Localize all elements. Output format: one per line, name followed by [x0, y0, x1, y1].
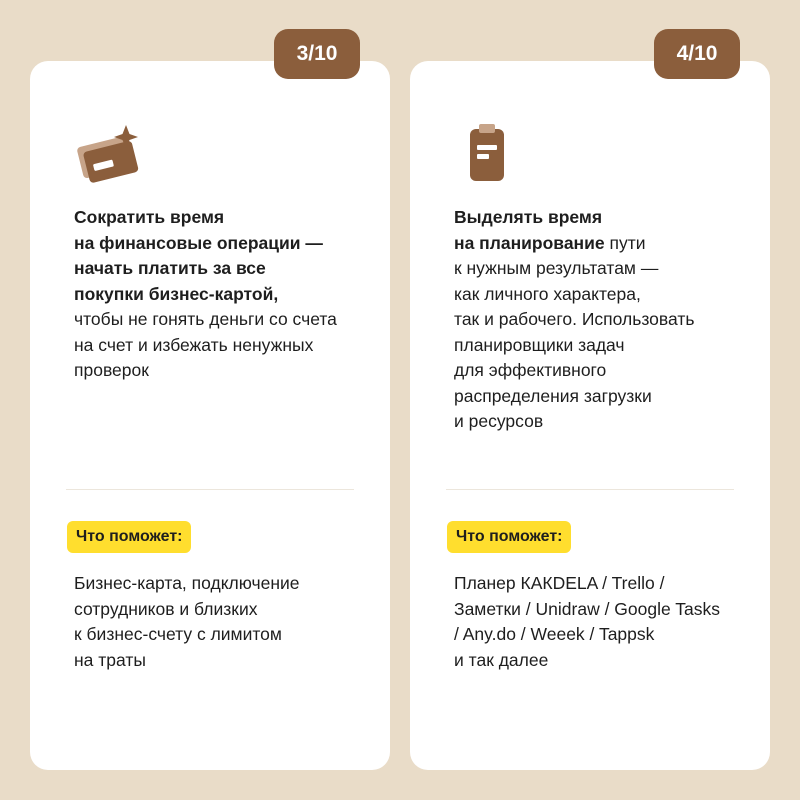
- card-3: [30, 42, 390, 770]
- divider: [446, 489, 734, 490]
- help-text: Планер КАКDELA / Trello / Заметки / Unidraw / Google Tasks / Any.do / Weeek / Tappsk и так далее: [454, 573, 721, 670]
- help-label: Что поможет:: [67, 521, 191, 553]
- card-main-text: Выделять время на планирование пути к нужным результатам — как личного характера, так и рабочего. Использовать планировщики задач для эффективного распределения загрузки и ресурсов: [454, 207, 695, 431]
- credit-card-sparkle-icon: [76, 123, 140, 183]
- help-label: Что поможет:: [447, 521, 571, 553]
- card-number-badge: 3/10: [274, 29, 360, 79]
- help-text: Бизнес-карта, подключение сотрудников и близких к бизнес-счету с лимитом на траты: [74, 573, 300, 670]
- card-number-badge: 4/10: [654, 29, 740, 79]
- clipboard-icon: [456, 123, 520, 183]
- card-main-text: Сократить время на финансовые операции — начать платить за все покупки бизнес-картой, чтобы не гонять деньги со счета на счет и избежать ненужных проверок: [74, 207, 337, 380]
- divider: [66, 489, 354, 490]
- card-4: [410, 42, 770, 770]
